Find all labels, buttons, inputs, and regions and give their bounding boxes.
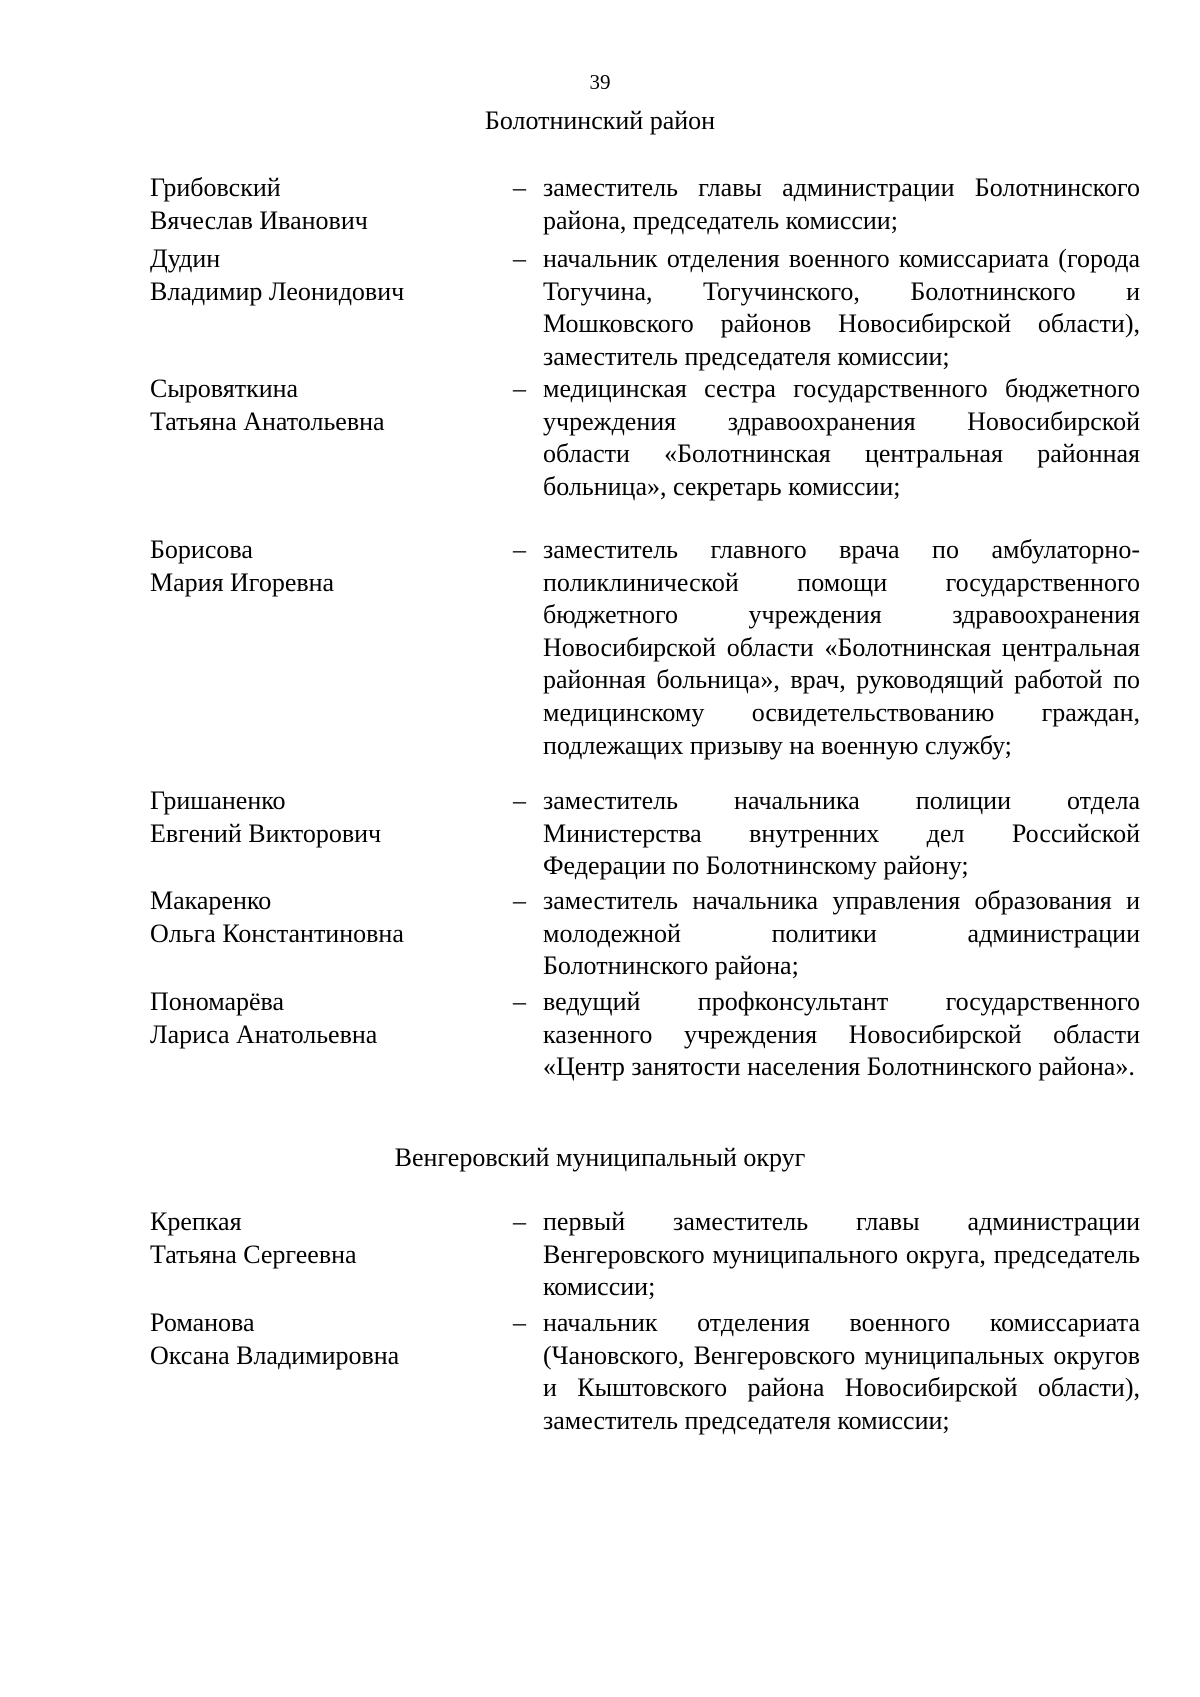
- member-surname: Крепкая: [150, 1207, 242, 1236]
- member-given-names: Евгений Викторович: [150, 818, 382, 848]
- member-surname: Грибовский: [150, 173, 281, 202]
- dash-separator: –: [513, 535, 526, 564]
- dash-separator: –: [513, 987, 526, 1016]
- member-role: заместитель начальника управления образования и молодежной политики администрации Болотнинского района;: [543, 886, 1140, 981]
- member-surname: Сыровяткина: [150, 374, 299, 403]
- member-role: заместитель главного врача по амбулаторно-поликлинической помощи государственного бюджетного учреждения здравоохранения Новосибирской области «Болотнинская центральная районная больница», врач, руководящий работой по медицинскому освидетельствованию граждан, подлежащих призыву на военную службу;: [543, 535, 1140, 760]
- member-role: медицинская сестра государственного бюджетного учреждения здравоохранения Новосибирской области «Болотнинская центральная районная больница», секретарь комиссии;: [543, 374, 1140, 501]
- member-surname: Гришаненко: [150, 786, 286, 815]
- member-given-names: Лариса Анатольевна: [150, 1019, 378, 1049]
- member-role: первый заместитель главы администрации Венгеровского муниципального округа, председатель комиссии;: [543, 1207, 1140, 1302]
- dash-separator: –: [513, 1308, 526, 1337]
- member-given-names: Ольга Константиновна: [150, 918, 404, 948]
- section-title-vengerovsky: Венгеровский муниципальный округ: [394, 1143, 806, 1172]
- member-name: [150, 1307, 500, 1372]
- member-given-names: Владимир Леонидович: [150, 276, 405, 306]
- dash-separator: –: [513, 886, 526, 915]
- member-surname: Дудин: [150, 244, 221, 273]
- member-given-names: Вячеслав Иванович: [150, 205, 368, 235]
- page-number: 39: [589, 70, 611, 94]
- dash-separator: –: [513, 1207, 526, 1236]
- member-name: [150, 373, 500, 438]
- dash-separator: –: [513, 786, 526, 815]
- section-title-bolotninsky: Болотнинский район: [484, 106, 716, 135]
- member-role: начальник отделения военного комиссариата (Чановского, Венгеровского муниципальных округов и Кыштовского района Новосибирской области), заместитель председателя комиссии;: [543, 1308, 1140, 1435]
- dash-separator: –: [513, 244, 526, 273]
- dash-separator: –: [513, 173, 526, 202]
- member-name: [150, 534, 500, 599]
- member-role: начальник отделения военного комиссариата (города Тогучина, Тогучинского, Болотнинского и Мошковского районов Новосибирской области), заместитель председателя комиссии;: [543, 244, 1140, 371]
- member-name: [150, 243, 500, 308]
- member-name: [150, 986, 500, 1051]
- member-surname: Романова: [150, 1308, 255, 1337]
- member-surname: Пономарёва: [150, 987, 285, 1016]
- member-surname: Макаренко: [150, 886, 272, 915]
- member-role: заместитель главы администрации Болотнинского района, председатель комиссии;: [543, 173, 1140, 235]
- member-surname: Борисова: [150, 535, 253, 564]
- member-name: [150, 1206, 500, 1271]
- member-name: [150, 885, 500, 950]
- member-role: ведущий профконсультант государственного казенного учреждения Новосибирской области «Центр занятости населения Болотнинского района».: [543, 987, 1140, 1082]
- member-name: [150, 785, 500, 850]
- member-given-names: Татьяна Анатольевна: [150, 406, 385, 436]
- member-name: [150, 172, 500, 237]
- member-given-names: Татьяна Сергеевна: [150, 1239, 357, 1269]
- member-given-names: Оксана Владимировна: [150, 1340, 400, 1370]
- dash-separator: –: [513, 374, 526, 403]
- member-given-names: Мария Игоревна: [150, 567, 335, 597]
- member-role: заместитель начальника полиции отдела Министерства внутренних дел Российской Федерации по Болотнинскому району;: [543, 786, 1140, 881]
